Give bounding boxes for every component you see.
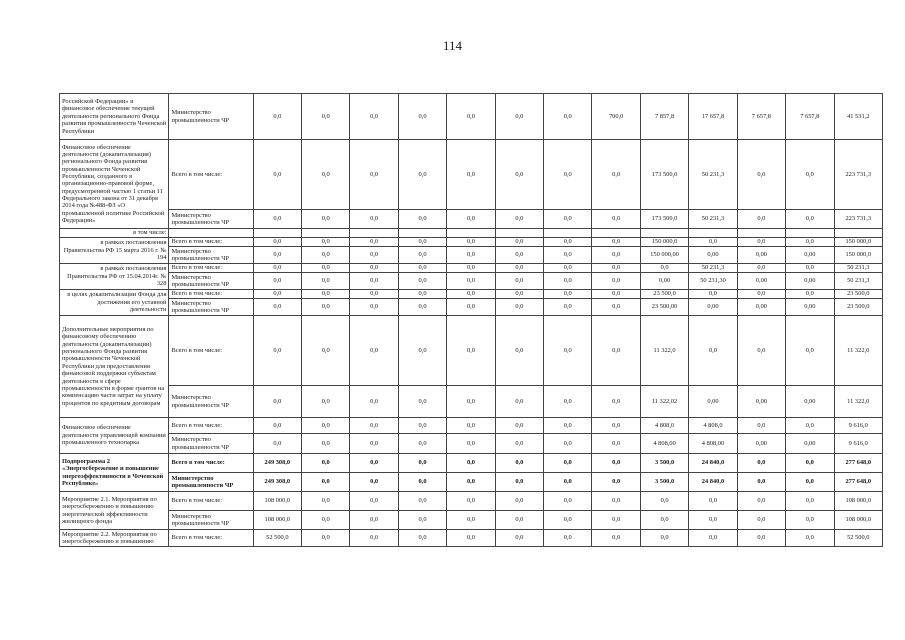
funding-source-cell: Всего в том числе:	[169, 140, 253, 210]
year-value-cell: 0,0	[737, 454, 785, 473]
table-row	[60, 530, 883, 547]
year-value-cell: 0,0	[495, 418, 543, 434]
year-value-cell: 0,0	[447, 140, 495, 210]
year-value-cell: 0,0	[689, 238, 737, 247]
year-value-cell: 0,0	[544, 273, 592, 290]
year-value-cell: 0,0	[786, 530, 834, 547]
year-value-cell: 0,0	[350, 418, 398, 434]
year-value-cell: 0,0	[350, 316, 398, 386]
year-value-cell: 0,0	[544, 434, 592, 454]
year-value-cell: 0,0	[544, 299, 592, 316]
year-value-cell: 0,0	[447, 264, 495, 273]
year-value-cell: 0,0	[786, 492, 834, 511]
year-value-cell: 0,0	[737, 473, 785, 492]
funding-source-cell: Министерство промышленности ЧР	[169, 434, 253, 454]
year-value-cell: 0,0	[350, 454, 398, 473]
year-value-cell: 0,0	[786, 210, 834, 229]
year-value-cell: 0,0	[398, 316, 446, 386]
year-value-cell: 108 000,0	[253, 511, 301, 530]
year-value-cell: 0,0	[398, 418, 446, 434]
year-value-cell: 0,0	[253, 418, 301, 434]
empty-cell	[834, 229, 883, 238]
year-value-cell: 0,0	[544, 511, 592, 530]
page-number: 114	[442, 38, 463, 53]
year-value-cell: 0,0	[302, 238, 350, 247]
year-value-cell: 0,0	[398, 247, 446, 264]
funding-source-cell: Всего в том числе:	[169, 316, 253, 386]
total-value-cell: 223 731,3	[834, 210, 883, 229]
budget-table	[59, 93, 883, 547]
table-row	[60, 473, 883, 492]
year-value-cell: 50 231,3	[689, 210, 737, 229]
year-value-cell: 0,0	[737, 264, 785, 273]
year-value-cell: 0,0	[544, 316, 592, 386]
year-value-cell: 0,0	[253, 210, 301, 229]
year-value-cell: 0,0	[398, 454, 446, 473]
year-value-cell: 0,0	[253, 238, 301, 247]
year-value-cell: 0,0	[737, 210, 785, 229]
year-value-cell: 0,0	[495, 511, 543, 530]
year-value-cell: 0,0	[640, 264, 688, 273]
year-value-cell: 0,0	[737, 418, 785, 434]
year-value-cell: 0,0	[350, 299, 398, 316]
table-row	[60, 316, 883, 386]
year-value-cell: 0,0	[495, 299, 543, 316]
year-value-cell: 0,0	[447, 238, 495, 247]
year-value-cell: 0,0	[253, 140, 301, 210]
year-value-cell: 0,0	[592, 273, 640, 290]
year-value-cell: 0,0	[737, 290, 785, 299]
year-value-cell: 0,0	[302, 418, 350, 434]
year-value-cell: 0,0	[398, 473, 446, 492]
year-value-cell: 0,0	[253, 264, 301, 273]
year-value-cell: 24 840,0	[689, 454, 737, 473]
year-value-cell: 0,00	[640, 273, 688, 290]
year-value-cell: 0,0	[302, 386, 350, 418]
year-value-cell: 0,0	[302, 434, 350, 454]
funding-source-cell: Всего в том числе:	[169, 290, 253, 299]
funding-source-cell: Всего в том числе:	[169, 454, 253, 473]
year-value-cell: 0,0	[786, 316, 834, 386]
total-value-cell: 23 500,0	[834, 299, 883, 316]
year-value-cell: 0,0	[544, 264, 592, 273]
year-value-cell: 0,0	[302, 140, 350, 210]
year-value-cell: 0,00	[689, 386, 737, 418]
year-value-cell: 0,0	[544, 238, 592, 247]
year-value-cell: 0,0	[447, 247, 495, 264]
empty-cell	[253, 229, 301, 238]
year-value-cell: 0,0	[447, 418, 495, 434]
year-value-cell: 0,0	[447, 299, 495, 316]
year-value-cell: 0,0	[398, 434, 446, 454]
year-value-cell: 0,0	[302, 454, 350, 473]
year-value-cell: 0,0	[302, 290, 350, 299]
year-value-cell: 0,0	[737, 492, 785, 511]
total-value-cell: 52 500,0	[834, 530, 883, 547]
year-value-cell: 7 857,8	[640, 94, 688, 140]
total-value-cell: 108 000,0	[834, 492, 883, 511]
empty-cell	[737, 229, 785, 238]
year-value-cell: 0,00	[737, 247, 785, 264]
year-value-cell: 50 231,30	[689, 273, 737, 290]
year-value-cell: 0,0	[592, 247, 640, 264]
year-value-cell: 0,0	[689, 316, 737, 386]
table-row	[60, 264, 883, 273]
funding-source-cell: Министерство промышленности ЧР	[169, 473, 253, 492]
year-value-cell: 17 657,8	[689, 94, 737, 140]
empty-cell	[447, 229, 495, 238]
year-value-cell: 0,0	[253, 94, 301, 140]
year-value-cell: 0,0	[592, 264, 640, 273]
year-value-cell: 0,0	[495, 247, 543, 264]
year-value-cell: 0,0	[253, 290, 301, 299]
year-value-cell: 0,0	[398, 530, 446, 547]
year-value-cell: 0,0	[350, 511, 398, 530]
year-value-cell: 0,0	[495, 434, 543, 454]
table-row	[60, 238, 883, 247]
year-value-cell: 0,00	[737, 386, 785, 418]
empty-cell	[350, 229, 398, 238]
year-value-cell: 0,0	[350, 434, 398, 454]
year-value-cell: 0,0	[350, 94, 398, 140]
total-value-cell: 150 000,0	[834, 238, 883, 247]
year-value-cell: 150 000,00	[640, 247, 688, 264]
year-value-cell: 7 657,8	[786, 94, 834, 140]
year-value-cell: 0,0	[447, 273, 495, 290]
year-value-cell: 0,0	[592, 511, 640, 530]
year-value-cell: 173 500,0	[640, 210, 688, 229]
year-value-cell: 0,0	[302, 299, 350, 316]
year-value-cell: 0,0	[544, 140, 592, 210]
program-name-cell: Дополнительные мероприятия по финансовому обеспечению деятельности (докапитализации) регионального Фонда развития промышленности Чеченской Республики для предоставления финансовой поддержки субъектам деятельности в сфере промышленности в форме грантов на компенсацию части затрат на уплату процентов по кредитным договорам	[60, 316, 169, 418]
year-value-cell: 0,0	[350, 473, 398, 492]
table-row	[60, 290, 883, 299]
year-value-cell: 0,0	[544, 530, 592, 547]
program-name-cell: Финансовое обеспечение деятельности (докапитализация) регионального Фонда развития промышленности Чеченской Республики, созданного в организационно-правовой форме, предусмотренной частью 1 статьи 11 Федерального закона от 31 декабря 2014 года №488-ФЗ «О промышленной политике Российской Федерации»	[60, 140, 169, 229]
year-value-cell: 0,0	[737, 238, 785, 247]
empty-cell	[302, 229, 350, 238]
year-value-cell: 0,0	[350, 492, 398, 511]
year-value-cell: 108 000,0	[253, 492, 301, 511]
year-value-cell: 0,0	[592, 473, 640, 492]
year-value-cell: 0,00	[786, 434, 834, 454]
total-value-cell: 50 231,3	[834, 264, 883, 273]
year-value-cell: 0,0	[544, 210, 592, 229]
year-value-cell: 0,0	[737, 140, 785, 210]
year-value-cell: 0,0	[495, 492, 543, 511]
year-value-cell: 0,0	[786, 473, 834, 492]
year-value-cell: 3 500,0	[640, 473, 688, 492]
funding-source-cell: Всего в том числе:	[169, 492, 253, 511]
year-value-cell: 0,0	[398, 273, 446, 290]
total-value-cell: 11 322,0	[834, 386, 883, 418]
total-value-cell: 277 648,0	[834, 473, 883, 492]
program-name-cell: Подпрограмма 2 «Энергосбережение и повышение энергоэффективности в Чеченской Республике»	[60, 454, 169, 492]
year-value-cell: 0,0	[398, 264, 446, 273]
year-value-cell: 249 308,0	[253, 454, 301, 473]
year-value-cell: 0,00	[786, 386, 834, 418]
year-value-cell: 0,0	[398, 290, 446, 299]
year-value-cell: 4 808,00	[640, 434, 688, 454]
year-value-cell: 0,0	[398, 511, 446, 530]
empty-cell	[544, 229, 592, 238]
year-value-cell: 0,0	[786, 264, 834, 273]
year-value-cell: 0,0	[544, 454, 592, 473]
year-value-cell: 0,0	[302, 210, 350, 229]
total-value-cell: 23 500,0	[834, 290, 883, 299]
year-value-cell: 0,0	[495, 140, 543, 210]
empty-cell	[169, 229, 253, 238]
year-value-cell: 0,0	[495, 530, 543, 547]
year-value-cell: 0,0	[544, 94, 592, 140]
year-value-cell: 11 322,02	[640, 386, 688, 418]
year-value-cell: 0,0	[689, 530, 737, 547]
year-value-cell: 0,0	[398, 238, 446, 247]
year-value-cell: 0,0	[302, 511, 350, 530]
year-value-cell: 0,0	[350, 247, 398, 264]
year-value-cell: 0,0	[495, 210, 543, 229]
subheading-label: в том числе:	[60, 229, 169, 238]
year-value-cell: 0,0	[544, 492, 592, 511]
year-value-cell: 0,0	[447, 454, 495, 473]
year-value-cell: 0,0	[447, 473, 495, 492]
table-row	[60, 273, 883, 290]
year-value-cell: 150 000,0	[640, 238, 688, 247]
year-value-cell: 0,0	[689, 290, 737, 299]
year-value-cell: 0,00	[786, 299, 834, 316]
year-value-cell: 0,0	[302, 264, 350, 273]
funding-source-cell: Всего в том числе:	[169, 238, 253, 247]
table-row	[60, 247, 883, 264]
year-value-cell: 0,0	[398, 210, 446, 229]
year-value-cell: 0,00	[786, 247, 834, 264]
table-body	[60, 94, 883, 547]
year-value-cell: 23 500,00	[640, 299, 688, 316]
year-value-cell: 0,0	[495, 273, 543, 290]
year-value-cell: 0,0	[302, 94, 350, 140]
year-value-cell: 0,0	[447, 210, 495, 229]
year-value-cell: 0,0	[592, 290, 640, 299]
program-name-cell: Мероприятие 2.2. Мероприятия по энергосбережению и повышению	[60, 530, 169, 547]
year-value-cell: 0,00	[689, 247, 737, 264]
year-value-cell: 0,0	[544, 290, 592, 299]
total-value-cell: 9 616,0	[834, 434, 883, 454]
year-value-cell: 0,0	[253, 386, 301, 418]
year-value-cell: 0,0	[350, 386, 398, 418]
year-value-cell: 23 500,0	[640, 290, 688, 299]
year-value-cell: 0,0	[350, 273, 398, 290]
year-value-cell: 0,0	[592, 418, 640, 434]
total-value-cell: 223 731,3	[834, 140, 883, 210]
year-value-cell: 0,0	[447, 511, 495, 530]
year-value-cell: 4 808,0	[689, 418, 737, 434]
table-row	[60, 511, 883, 530]
year-value-cell: 0,0	[786, 418, 834, 434]
funding-source-cell: Министерство промышленности ЧР	[169, 511, 253, 530]
year-value-cell: 0,0	[786, 290, 834, 299]
year-value-cell: 0,0	[253, 247, 301, 264]
year-value-cell: 0,00	[737, 434, 785, 454]
funding-source-cell: Министерство промышленности ЧР	[169, 94, 253, 140]
funding-source-cell: Министерство промышленности ЧР	[169, 299, 253, 316]
year-value-cell: 0,0	[253, 434, 301, 454]
year-value-cell: 0,0	[447, 434, 495, 454]
year-value-cell: 0,0	[592, 299, 640, 316]
year-value-cell: 0,0	[544, 473, 592, 492]
year-value-cell: 0,0	[350, 264, 398, 273]
empty-cell	[786, 229, 834, 238]
year-value-cell: 0,0	[737, 511, 785, 530]
year-value-cell: 0,0	[447, 316, 495, 386]
year-value-cell: 0,0	[350, 290, 398, 299]
year-value-cell: 50 231,3	[689, 264, 737, 273]
funding-source-cell: Министерство промышленности ЧР	[169, 386, 253, 418]
table-row	[60, 434, 883, 454]
year-value-cell: 0,0	[592, 386, 640, 418]
year-value-cell: 0,0	[447, 492, 495, 511]
year-value-cell: 0,0	[592, 210, 640, 229]
year-value-cell: 0,0	[350, 140, 398, 210]
year-value-cell: 0,0	[302, 316, 350, 386]
year-value-cell: 0,0	[786, 511, 834, 530]
year-value-cell: 0,0	[640, 530, 688, 547]
year-value-cell: 0,0	[592, 140, 640, 210]
year-value-cell: 52 500,0	[253, 530, 301, 547]
program-name-cell: Российской Федерации» и финансовое обеспечение текущей деятельности регионального Фонда развития промышленности Чеченской Республики	[60, 94, 169, 140]
year-value-cell: 0,0	[737, 316, 785, 386]
funding-source-cell: Всего в том числе:	[169, 418, 253, 434]
year-value-cell: 0,00	[737, 273, 785, 290]
year-value-cell: 11 322,0	[640, 316, 688, 386]
year-value-cell: 3 500,0	[640, 454, 688, 473]
year-value-cell: 0,0	[495, 473, 543, 492]
total-value-cell: 150 000,0	[834, 247, 883, 264]
funding-source-cell: Всего в том числе:	[169, 530, 253, 547]
year-value-cell: 0,0	[495, 386, 543, 418]
empty-cell	[495, 229, 543, 238]
year-value-cell: 4 808,0	[640, 418, 688, 434]
year-value-cell: 4 808,00	[689, 434, 737, 454]
year-value-cell: 0,0	[302, 247, 350, 264]
year-value-cell: 0,0	[495, 316, 543, 386]
year-value-cell: 0,0	[350, 530, 398, 547]
year-value-cell: 0,0	[592, 434, 640, 454]
table-row	[60, 94, 883, 140]
year-value-cell: 0,0	[544, 247, 592, 264]
year-value-cell: 0,0	[447, 94, 495, 140]
empty-cell	[640, 229, 688, 238]
table-row	[60, 386, 883, 418]
year-value-cell: 0,0	[786, 238, 834, 247]
year-value-cell: 0,0	[495, 290, 543, 299]
total-value-cell: 108 000,0	[834, 511, 883, 530]
subheading-row	[60, 229, 883, 238]
table-row	[60, 140, 883, 210]
total-value-cell: 277 648,0	[834, 454, 883, 473]
year-value-cell: 0,0	[640, 511, 688, 530]
year-value-cell: 0,0	[495, 238, 543, 247]
year-value-cell: 0,0	[398, 492, 446, 511]
funding-source-cell: Министерство промышленности ЧР	[169, 210, 253, 229]
year-value-cell: 0,0	[350, 210, 398, 229]
year-value-cell: 0,0	[398, 299, 446, 316]
funding-source-cell: Министерство промышленности ЧР	[169, 247, 253, 264]
year-value-cell: 0,0	[398, 140, 446, 210]
year-value-cell: 0,0	[253, 316, 301, 386]
table-row	[60, 492, 883, 511]
year-value-cell: 0,0	[495, 94, 543, 140]
year-value-cell: 0,0	[544, 418, 592, 434]
year-value-cell: 0,00	[689, 299, 737, 316]
year-value-cell: 24 840,0	[689, 473, 737, 492]
program-name-cell: Финансовое обеспечение деятельности управляющей компании промышленного технопарка	[60, 418, 169, 454]
program-name-cell: в рамках постановления Правительства РФ от 15.04.2014г. № 328	[60, 264, 169, 290]
year-value-cell: 0,0	[592, 454, 640, 473]
year-value-cell: 0,00	[786, 273, 834, 290]
total-value-cell: 50 231,3	[834, 273, 883, 290]
total-value-cell: 9 616,0	[834, 418, 883, 434]
total-value-cell: 41 531,2	[834, 94, 883, 140]
year-value-cell: 0,0	[447, 530, 495, 547]
funding-source-cell: Министерство промышленности ЧР	[169, 273, 253, 290]
table-row	[60, 418, 883, 434]
empty-cell	[592, 229, 640, 238]
year-value-cell: 0,0	[350, 238, 398, 247]
year-value-cell: 0,0	[544, 386, 592, 418]
program-name-cell: в рамках постановления Правительства РФ 15 марта 2016 г. № 194	[60, 238, 169, 264]
year-value-cell: 0,0	[302, 492, 350, 511]
funding-source-cell: Всего в том числе:	[169, 264, 253, 273]
year-value-cell: 0,0	[447, 290, 495, 299]
year-value-cell: 0,0	[447, 386, 495, 418]
year-value-cell: 0,0	[302, 473, 350, 492]
year-value-cell: 0,0	[592, 238, 640, 247]
year-value-cell: 0,0	[737, 530, 785, 547]
year-value-cell: 0,0	[592, 492, 640, 511]
year-value-cell: 0,0	[253, 273, 301, 290]
year-value-cell: 0,0	[253, 299, 301, 316]
year-value-cell: 700,0	[592, 94, 640, 140]
total-value-cell: 11 322,0	[834, 316, 883, 386]
year-value-cell: 0,0	[592, 530, 640, 547]
year-value-cell: 173 500,0	[640, 140, 688, 210]
table-row	[60, 454, 883, 473]
year-value-cell: 50 231,3	[689, 140, 737, 210]
year-value-cell: 0,0	[689, 492, 737, 511]
year-value-cell: 0,0	[495, 264, 543, 273]
year-value-cell: 0,0	[495, 454, 543, 473]
year-value-cell: 0,00	[737, 299, 785, 316]
program-name-cell: Мероприятие 2.1. Мероприятия по энергосбережению и повышению энергетической эффективности жилищного фонда	[60, 492, 169, 530]
table-row	[60, 210, 883, 229]
empty-cell	[398, 229, 446, 238]
year-value-cell: 0,0	[689, 511, 737, 530]
year-value-cell: 0,0	[640, 492, 688, 511]
year-value-cell: 0,0	[302, 530, 350, 547]
year-value-cell: 0,0	[398, 94, 446, 140]
year-value-cell: 0,0	[302, 273, 350, 290]
year-value-cell: 0,0	[786, 454, 834, 473]
year-value-cell: 0,0	[592, 316, 640, 386]
program-name-cell: в целях докапитализации Фонда для достижения его уставной деятельности	[60, 290, 169, 316]
table-row	[60, 299, 883, 316]
year-value-cell: 0,0	[786, 140, 834, 210]
empty-cell	[689, 229, 737, 238]
year-value-cell: 249 308,0	[253, 473, 301, 492]
year-value-cell: 7 657,8	[737, 94, 785, 140]
year-value-cell: 0,0	[398, 386, 446, 418]
